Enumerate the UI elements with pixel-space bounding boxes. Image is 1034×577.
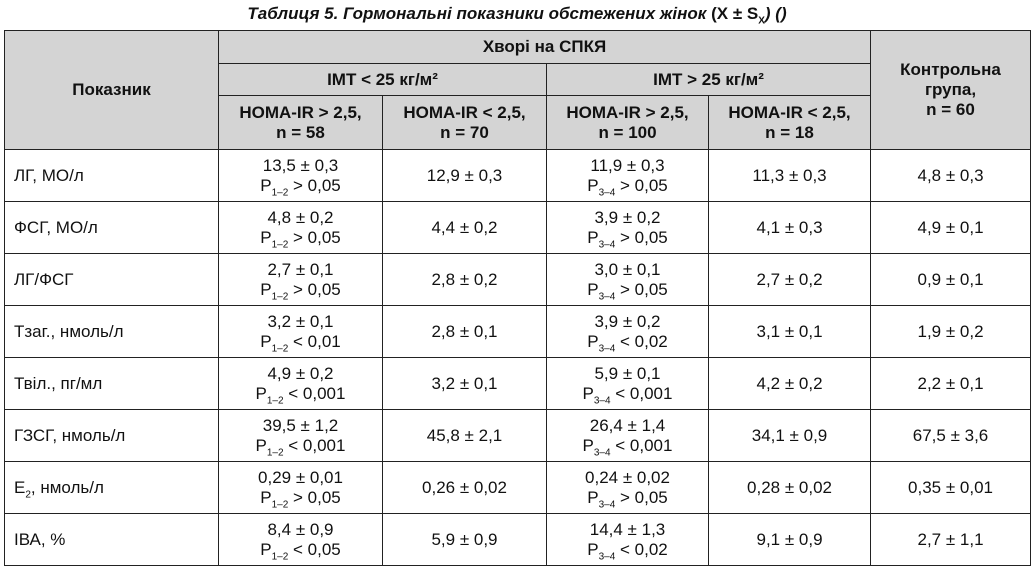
p-symbol: P: [260, 227, 272, 247]
p-subscript: 3–4: [598, 290, 616, 302]
cell-value: 4,9 ± 0,1: [917, 217, 984, 237]
p-relation: > 0,05: [615, 279, 668, 299]
p-subscript: 3–4: [598, 342, 616, 354]
cell-value: 67,5 ± 3,6: [912, 425, 989, 445]
row-label: [5, 150, 219, 202]
cell-g3: [547, 254, 709, 306]
cell-g4: [709, 150, 871, 202]
cell-pvalue: [219, 228, 382, 248]
cell-g4: [709, 514, 871, 566]
cell-value: 11,3 ± 0,3: [752, 165, 827, 185]
p-relation: < 0,001: [283, 435, 346, 455]
header-group-line1: HOMA-IR < 2,5,: [728, 102, 851, 122]
cell-value: 14,4 ± 1,3: [589, 519, 666, 539]
cell-value: 3,0 ± 0,1: [594, 259, 661, 279]
row-label-sub: 2: [25, 488, 31, 500]
p-symbol: P: [260, 539, 272, 559]
cell-control: [871, 150, 1031, 202]
row-label-text: ГЗСГ, нмоль/л: [14, 425, 126, 445]
caption-stat-suffix: ) (): [764, 4, 787, 23]
header-group-line1: HOMA-IR > 2,5,: [239, 102, 362, 122]
cell-pvalue: [219, 332, 382, 352]
caption-stat-prefix: (X ± S: [711, 4, 759, 23]
p-subscript: 3–4: [593, 446, 611, 458]
cell-g3: [547, 462, 709, 514]
p-subscript: 1–2: [271, 498, 289, 510]
cell-value: 11,9 ± 0,3: [590, 155, 665, 175]
cell-g3: [547, 358, 709, 410]
p-symbol: P: [255, 383, 267, 403]
cell-g2: [383, 410, 547, 462]
cell-g1: [219, 150, 383, 202]
cell-g3: [547, 410, 709, 462]
p-relation: < 0,001: [610, 435, 673, 455]
header-group-2: [383, 96, 547, 150]
table-row: [5, 462, 1031, 514]
p-relation: < 0,001: [283, 383, 346, 403]
cell-control: [871, 410, 1031, 462]
p-subscript: 3–4: [598, 498, 616, 510]
cell-g3: [547, 150, 709, 202]
p-relation: < 0,05: [288, 539, 341, 559]
cell-value: 4,4 ± 0,2: [431, 217, 498, 237]
p-subscript: 1–2: [271, 238, 289, 250]
p-relation: < 0,001: [610, 383, 673, 403]
header-group-4: [709, 96, 871, 150]
cell-value: 3,9 ± 0,2: [594, 311, 661, 331]
header-bmi-high: ІМТ > 25 кг/м²: [547, 64, 871, 96]
cell-value: 12,9 ± 0,3: [426, 165, 503, 185]
p-relation: > 0,05: [288, 175, 341, 195]
cell-value: 8,4 ± 0,9: [267, 519, 334, 539]
row-label-text: Твіл., пг/мл: [14, 373, 103, 393]
p-relation: > 0,05: [615, 227, 668, 247]
cell-control: [871, 514, 1031, 566]
cell-value: 2,8 ± 0,1: [431, 321, 498, 341]
header-indicator: Показник: [5, 31, 219, 150]
cell-g1: [219, 462, 383, 514]
cell-pvalue: [547, 384, 708, 404]
p-symbol: P: [260, 331, 272, 351]
cell-g3: [547, 202, 709, 254]
cell-g4: [709, 254, 871, 306]
p-relation: > 0,05: [288, 487, 341, 507]
table-row: [5, 358, 1031, 410]
table-row: [5, 202, 1031, 254]
row-label: [5, 410, 219, 462]
p-subscript: 3–4: [593, 394, 611, 406]
cell-control: [871, 358, 1031, 410]
row-label: [5, 514, 219, 566]
header-group-line2: n = 58: [276, 122, 325, 142]
p-relation: > 0,05: [288, 227, 341, 247]
row-label: [5, 358, 219, 410]
header-group-1: [219, 96, 383, 150]
p-subscript: 1–2: [271, 550, 289, 562]
p-relation: < 0,02: [615, 331, 668, 351]
cell-g4: [709, 410, 871, 462]
cell-g2: [383, 202, 547, 254]
cell-g1: [219, 514, 383, 566]
cell-value: 3,2 ± 0,1: [431, 373, 498, 393]
p-subscript: 1–2: [271, 186, 289, 198]
header-patients: Хворі на СПКЯ: [219, 31, 871, 64]
cell-value: 9,1 ± 0,9: [756, 529, 823, 549]
cell-value: 2,7 ± 1,1: [917, 529, 984, 549]
p-relation: < 0,02: [615, 539, 668, 559]
cell-g1: [219, 306, 383, 358]
p-symbol: P: [587, 279, 599, 299]
cell-pvalue: [547, 280, 708, 300]
table-caption: [0, 0, 1034, 30]
p-symbol: P: [587, 539, 599, 559]
cell-value: 4,8 ± 0,2: [267, 207, 334, 227]
p-relation: < 0,01: [288, 331, 341, 351]
cell-value: 13,5 ± 0,3: [262, 155, 339, 175]
cell-value: 5,9 ± 0,9: [431, 529, 498, 549]
cell-g4: [709, 306, 871, 358]
cell-value: 0,35 ± 0,01: [908, 477, 993, 497]
cell-value: 4,8 ± 0,3: [917, 165, 984, 185]
p-symbol: P: [587, 487, 599, 507]
cell-pvalue: [219, 384, 382, 404]
row-label-text: Тзаг., нмоль/л: [14, 321, 124, 341]
cell-pvalue: [219, 280, 382, 300]
table-row: [5, 410, 1031, 462]
p-subscript: 1–2: [266, 394, 284, 406]
cell-pvalue: [219, 540, 382, 560]
p-subscript: 3–4: [598, 550, 616, 562]
table-row: [5, 306, 1031, 358]
cell-g1: [219, 254, 383, 306]
table-row: [5, 514, 1031, 566]
cell-pvalue: [219, 436, 382, 456]
header-control-line3: n = 60: [926, 100, 975, 119]
cell-value: 4,9 ± 0,2: [267, 363, 334, 383]
header-group-line1: HOMA-IR > 2,5,: [566, 102, 689, 122]
cell-g3: [547, 514, 709, 566]
row-label-text: ІВА, %: [14, 529, 66, 549]
cell-value: 5,9 ± 0,1: [594, 363, 661, 383]
cell-value: 0,29 ± 0,01: [258, 467, 343, 487]
header-bmi-low: ІМТ < 25 кг/м²: [219, 64, 547, 96]
cell-value: 34,1 ± 0,9: [751, 425, 828, 445]
header-control: [871, 31, 1031, 150]
cell-value: 0,24 ± 0,02: [585, 467, 670, 487]
row-label-text: Е: [14, 477, 26, 497]
cell-pvalue: [547, 228, 708, 248]
cell-value: 4,1 ± 0,3: [756, 217, 823, 237]
cell-g1: [219, 410, 383, 462]
cell-g2: [383, 150, 547, 202]
cell-control: [871, 202, 1031, 254]
cell-pvalue: [219, 176, 382, 196]
cell-g2: [383, 358, 547, 410]
cell-value: 2,8 ± 0,2: [431, 269, 498, 289]
cell-control: [871, 254, 1031, 306]
p-subscript: 1–2: [271, 290, 289, 302]
p-symbol: P: [582, 383, 594, 403]
cell-value: 0,9 ± 0,1: [917, 269, 984, 289]
p-subscript: 3–4: [598, 238, 616, 250]
row-label-text: ЛГ/ФСГ: [14, 269, 74, 289]
p-symbol: P: [255, 435, 267, 455]
row-label: [5, 462, 219, 514]
cell-g1: [219, 202, 383, 254]
cell-value: 26,4 ± 1,4: [589, 415, 666, 435]
caption-title: Таблиця 5. Гормональні показники обстежених жінок: [247, 4, 707, 23]
header-control-line2: група,: [924, 80, 977, 99]
cell-value: 2,2 ± 0,1: [917, 373, 984, 393]
cell-value: 1,9 ± 0,2: [917, 321, 984, 341]
cell-pvalue: [547, 332, 708, 352]
cell-pvalue: [547, 176, 708, 196]
header-group-3: [547, 96, 709, 150]
cell-control: [871, 306, 1031, 358]
cell-g2: [383, 462, 547, 514]
cell-control: [871, 462, 1031, 514]
cell-g2: [383, 514, 547, 566]
row-label-suffix: , нмоль/л: [30, 477, 104, 497]
cell-value: 3,2 ± 0,1: [267, 311, 334, 331]
cell-g4: [709, 202, 871, 254]
row-label-text: ЛГ, МО/л: [14, 165, 84, 185]
header-group-line2: n = 100: [598, 122, 657, 142]
p-symbol: P: [587, 331, 599, 351]
row-label: [5, 306, 219, 358]
cell-g2: [383, 306, 547, 358]
p-symbol: P: [260, 175, 272, 195]
p-symbol: P: [582, 435, 594, 455]
row-label-text: ФСГ, МО/л: [14, 217, 98, 237]
p-relation: > 0,05: [288, 279, 341, 299]
table-row: [5, 150, 1031, 202]
p-symbol: P: [260, 279, 272, 299]
cell-g3: [547, 306, 709, 358]
cell-value: 0,26 ± 0,02: [422, 477, 507, 497]
cell-value: 2,7 ± 0,2: [756, 269, 823, 289]
cell-value: 0,28 ± 0,02: [747, 477, 832, 497]
cell-g4: [709, 358, 871, 410]
p-subscript: 3–4: [598, 186, 616, 198]
p-subscript: 1–2: [271, 342, 289, 354]
cell-pvalue: [547, 540, 708, 560]
cell-value: 2,7 ± 0,1: [267, 259, 334, 279]
row-label: [5, 202, 219, 254]
cell-pvalue: [219, 488, 382, 508]
p-subscript: 1–2: [266, 446, 284, 458]
p-relation: > 0,05: [615, 175, 668, 195]
cell-value: 3,1 ± 0,1: [756, 321, 823, 341]
cell-pvalue: [547, 436, 708, 456]
cell-value: 45,8 ± 2,1: [426, 425, 503, 445]
cell-value: 3,9 ± 0,2: [594, 207, 661, 227]
p-symbol: P: [260, 487, 272, 507]
header-control-line1: Контрольна: [900, 60, 1001, 79]
header-group-line2: n = 70: [440, 122, 489, 142]
cell-value: 39,5 ± 1,2: [262, 415, 339, 435]
cell-value: 4,2 ± 0,2: [756, 373, 823, 393]
cell-g2: [383, 254, 547, 306]
table-row: [5, 254, 1031, 306]
header-group-line2: n = 18: [765, 122, 814, 142]
caption-stat: [711, 4, 765, 27]
header-group-line1: HOMA-IR < 2,5,: [403, 102, 526, 122]
hormone-table: [4, 30, 1031, 566]
cell-g1: [219, 358, 383, 410]
row-label: [5, 254, 219, 306]
p-symbol: P: [587, 175, 599, 195]
p-relation: > 0,05: [615, 487, 668, 507]
cell-g4: [709, 462, 871, 514]
cell-pvalue: [547, 488, 708, 508]
caption-stat-sub: X: [758, 15, 765, 27]
p-symbol: P: [587, 227, 599, 247]
